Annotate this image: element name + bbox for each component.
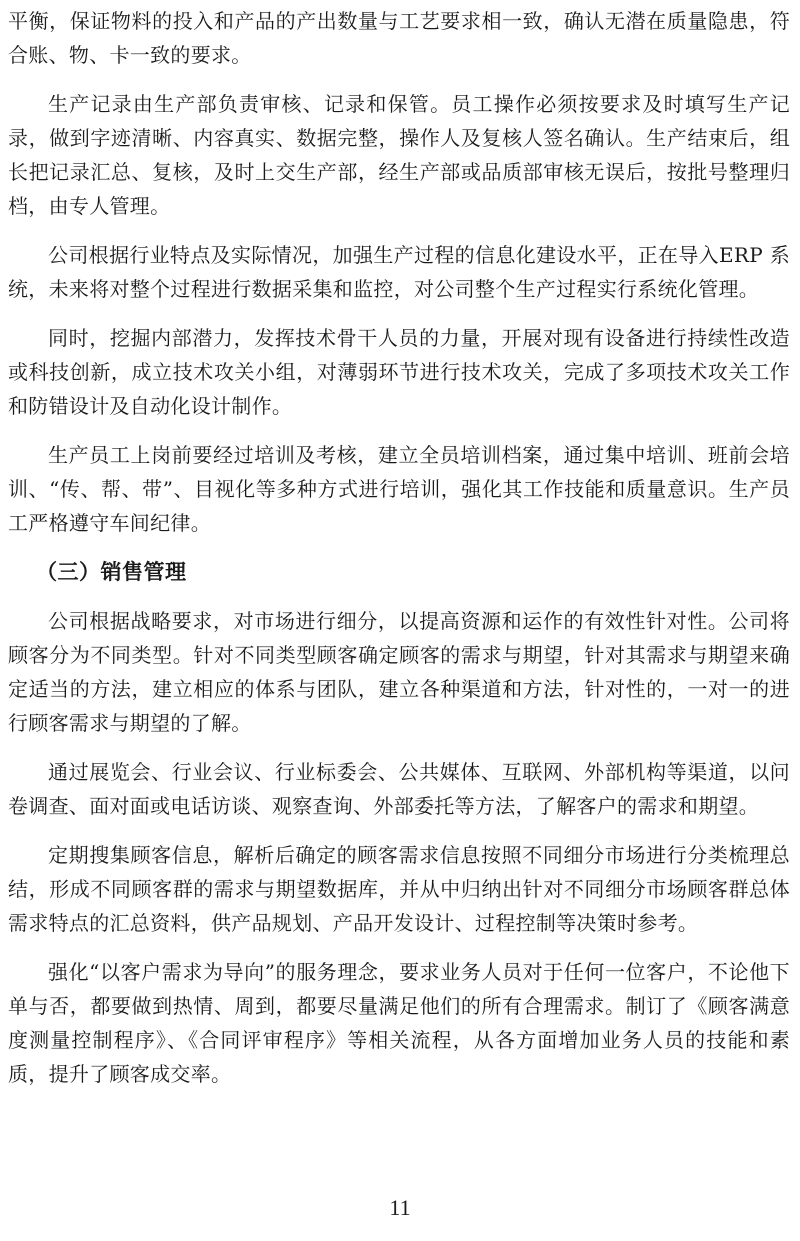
paragraph-informatization: 公司根据行业特点及实际情况，加强生产过程的信息化建设水平，正在导入ERP 系统，未来将对整个过程进行数据采集和监控，对公司整个生产过程实行系统化管理。	[8, 243, 790, 301]
section-heading-sales-management: （三）销售管理	[36, 560, 187, 584]
page-number: 11	[389, 1195, 411, 1220]
paragraph-material-balance: 平衡，保证物料的投入和产品的产出数量与工艺要求相一致，确认无潜在质量隐患，符合账、物、卡一致的要求。	[8, 9, 790, 67]
page-content	[8, 0, 790, 1106]
paragraph-staff-training: 生产员工上岗前要经过培训及考核，建立全员培训档案，通过集中培训、班前会培训、“传、帮、带”、目视化等多种方式进行培训，强化其工作技能和质量意识。生产员工严格遵守车间纪律。	[8, 443, 790, 535]
paragraph-customer-info: 定期搜集顾客信息，解析后确定的顾客需求信息按照不同细分市场进行分类梳理总结，形成不同顾客群的需求与期望数据库，并从中归纳出针对不同细分市场顾客群总体需求特点的汇总资料，供产品规划、产品开发设计、过程控制等决策时参考。	[8, 843, 790, 935]
paragraph-service-concept: 强化“以客户需求为导向”的服务理念，要求业务人员对于任何一位客户，不论他下单与否，都要做到热情、周到，都要尽量满足他们的所有合理需求。制订了《顾客满意度测量控制程序》、《合同评审程序》等相关流程，从各方面增加业务人员的技能和素质，提升了顾客成交率。	[8, 960, 790, 1086]
paragraph-tech-innovation: 同时，挖掘内部潜力，发挥技术骨干人员的力量，开展对现有设备进行持续性改造或科技创新，成立技术攻关小组，对薄弱环节进行技术攻关，完成了多项技术攻关工作和防错设计及自动化设计制作。	[8, 326, 790, 418]
paragraph-channels: 通过展览会、行业会议、行业标委会、公共媒体、互联网、外部机构等渠道，以问卷调查、面对面或电话访谈、观察查询、外部委托等方法，了解客户的需求和期望。	[8, 760, 790, 818]
paragraph-market-segmentation: 公司根据战略要求，对市场进行细分，以提高资源和运作的有效性针对性。公司将顾客分为不同类型。针对不同类型顾客确定顾客的需求与期望，针对其需求与期望来确定适当的方法，建立相应的体系与团队，建立各种渠道和方法，针对性的，一对一的进行顾客需求与期望的了解。	[8, 609, 790, 735]
paragraph-production-records: 生产记录由生产部负责审核、记录和保管。员工操作必须按要求及时填写生产记录，做到字迹清晰、内容真实、数据完整，操作人及复核人签名确认。生产结束后，组长把记录汇总、复核，及时上交生产部，经生产部或品质部审核无误后，按批号整理归档，由专人管理。	[8, 92, 790, 218]
